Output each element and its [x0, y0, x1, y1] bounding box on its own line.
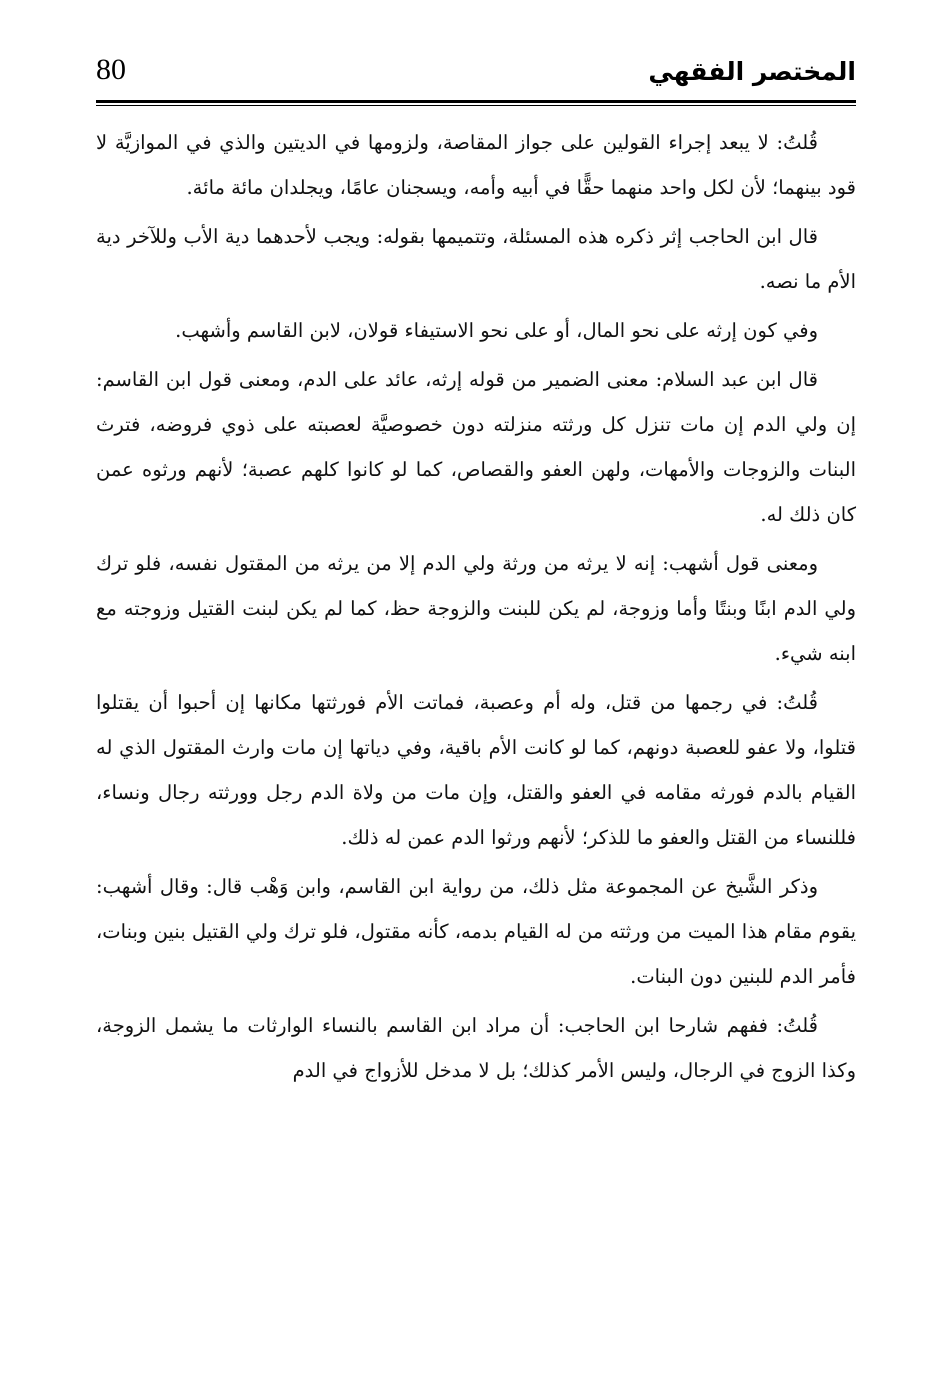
paragraph: قُلتُ: في رجمها من قتل، وله أم وعصبة، فماتت الأم فورثتها مكانها إن أحبوا أن يقتلوا قتلوا، ولا عفو للعصبة دونهم، كما لو كانت الأم باقية، وفي دياتها إن مات وارث المقتول الذي له القيام بالدم فورثه مقامه في العفو والقتل، وإن مات من ولاة الدم رجل وورثته رجال ونساء، فللنساء من القتل والعفو ما للذكر؛ لأنهم ورثوا الدم عمن له ذلك.	[96, 691, 856, 849]
page-header	[96, 52, 856, 96]
header-rule-thick	[96, 100, 856, 103]
paragraph: قال ابن الحاجب إثر ذكره هذه المسئلة، وتتميمها بقوله: ويجب لأحدهما دية الأب وللآخر دية الأم ما نصه.	[96, 225, 856, 293]
running-title: المختصر الفقهي	[648, 57, 856, 86]
paragraph: وفي كون إرثه على نحو المال، أو على نحو الاستيفاء قولان، لابن القاسم وأشهب.	[175, 319, 818, 342]
header-rule	[96, 100, 856, 106]
paragraph: قُلتُ: ففهم شارحا ابن الحاجب: أن مراد ابن القاسم بالنساء الوارثات ما يشمل الزوجة، وكذا الزوج في الرجال، وليس الأمر كذلك؛ بل لا مدخل للأزواج في الدم	[96, 1014, 856, 1082]
page-number: 80	[96, 53, 126, 86]
paragraph: قال ابن عبد السلام: معنى الضمير من قوله إرثه، عائد على الدم، ومعنى قول ابن القاسم: إن ولي الدم إن مات تنزل كل ورثته منزلته دون خصوصيَّة لعصبته على ذوي فروضه، فترث البنات والزوجات والأمهات، ولهن العفو والقصاص، كما لو كانوا كلهم عصبة؛ لأنهم ورثوه عمن كان ذلك له.	[96, 368, 856, 526]
header-rule-thin	[96, 105, 856, 106]
paragraph: ومعنى قول أشهب: إنه لا يرثه من ورثة ولي الدم إلا من يرثه من المقتول نفسه، فلو ترك ولي الدم ابنًا وبنتًا وأما وزوجة، لم يكن للبنت والزوجة حظ، كما لم يكن لبنت القتيل وزوجته مع ابنه شيء.	[96, 552, 856, 665]
paragraph: وذكر الشَّيخ عن المجموعة مثل ذلك، من رواية ابن القاسم، وابن وَهْب قال: وقال أشهب: يقوم مقام هذا الميت من ورثته من له القيام بدمه، كأنه مقتول، فلو ترك ولي القتيل بنين وبنات، فأمر الدم للبنين دون البنات.	[96, 875, 856, 988]
paragraph: قُلتُ: لا يبعد إجراء القولين على جواز المقاصة، ولزومها في الديتين والذي في الموازيَّة لا قود بينهما؛ لأن لكل واحد منهما حقًّا في أبيه وأمه، ويسجنان عامًا، ويجلدان مائة مائة.	[96, 131, 856, 199]
body-text	[96, 120, 856, 1097]
